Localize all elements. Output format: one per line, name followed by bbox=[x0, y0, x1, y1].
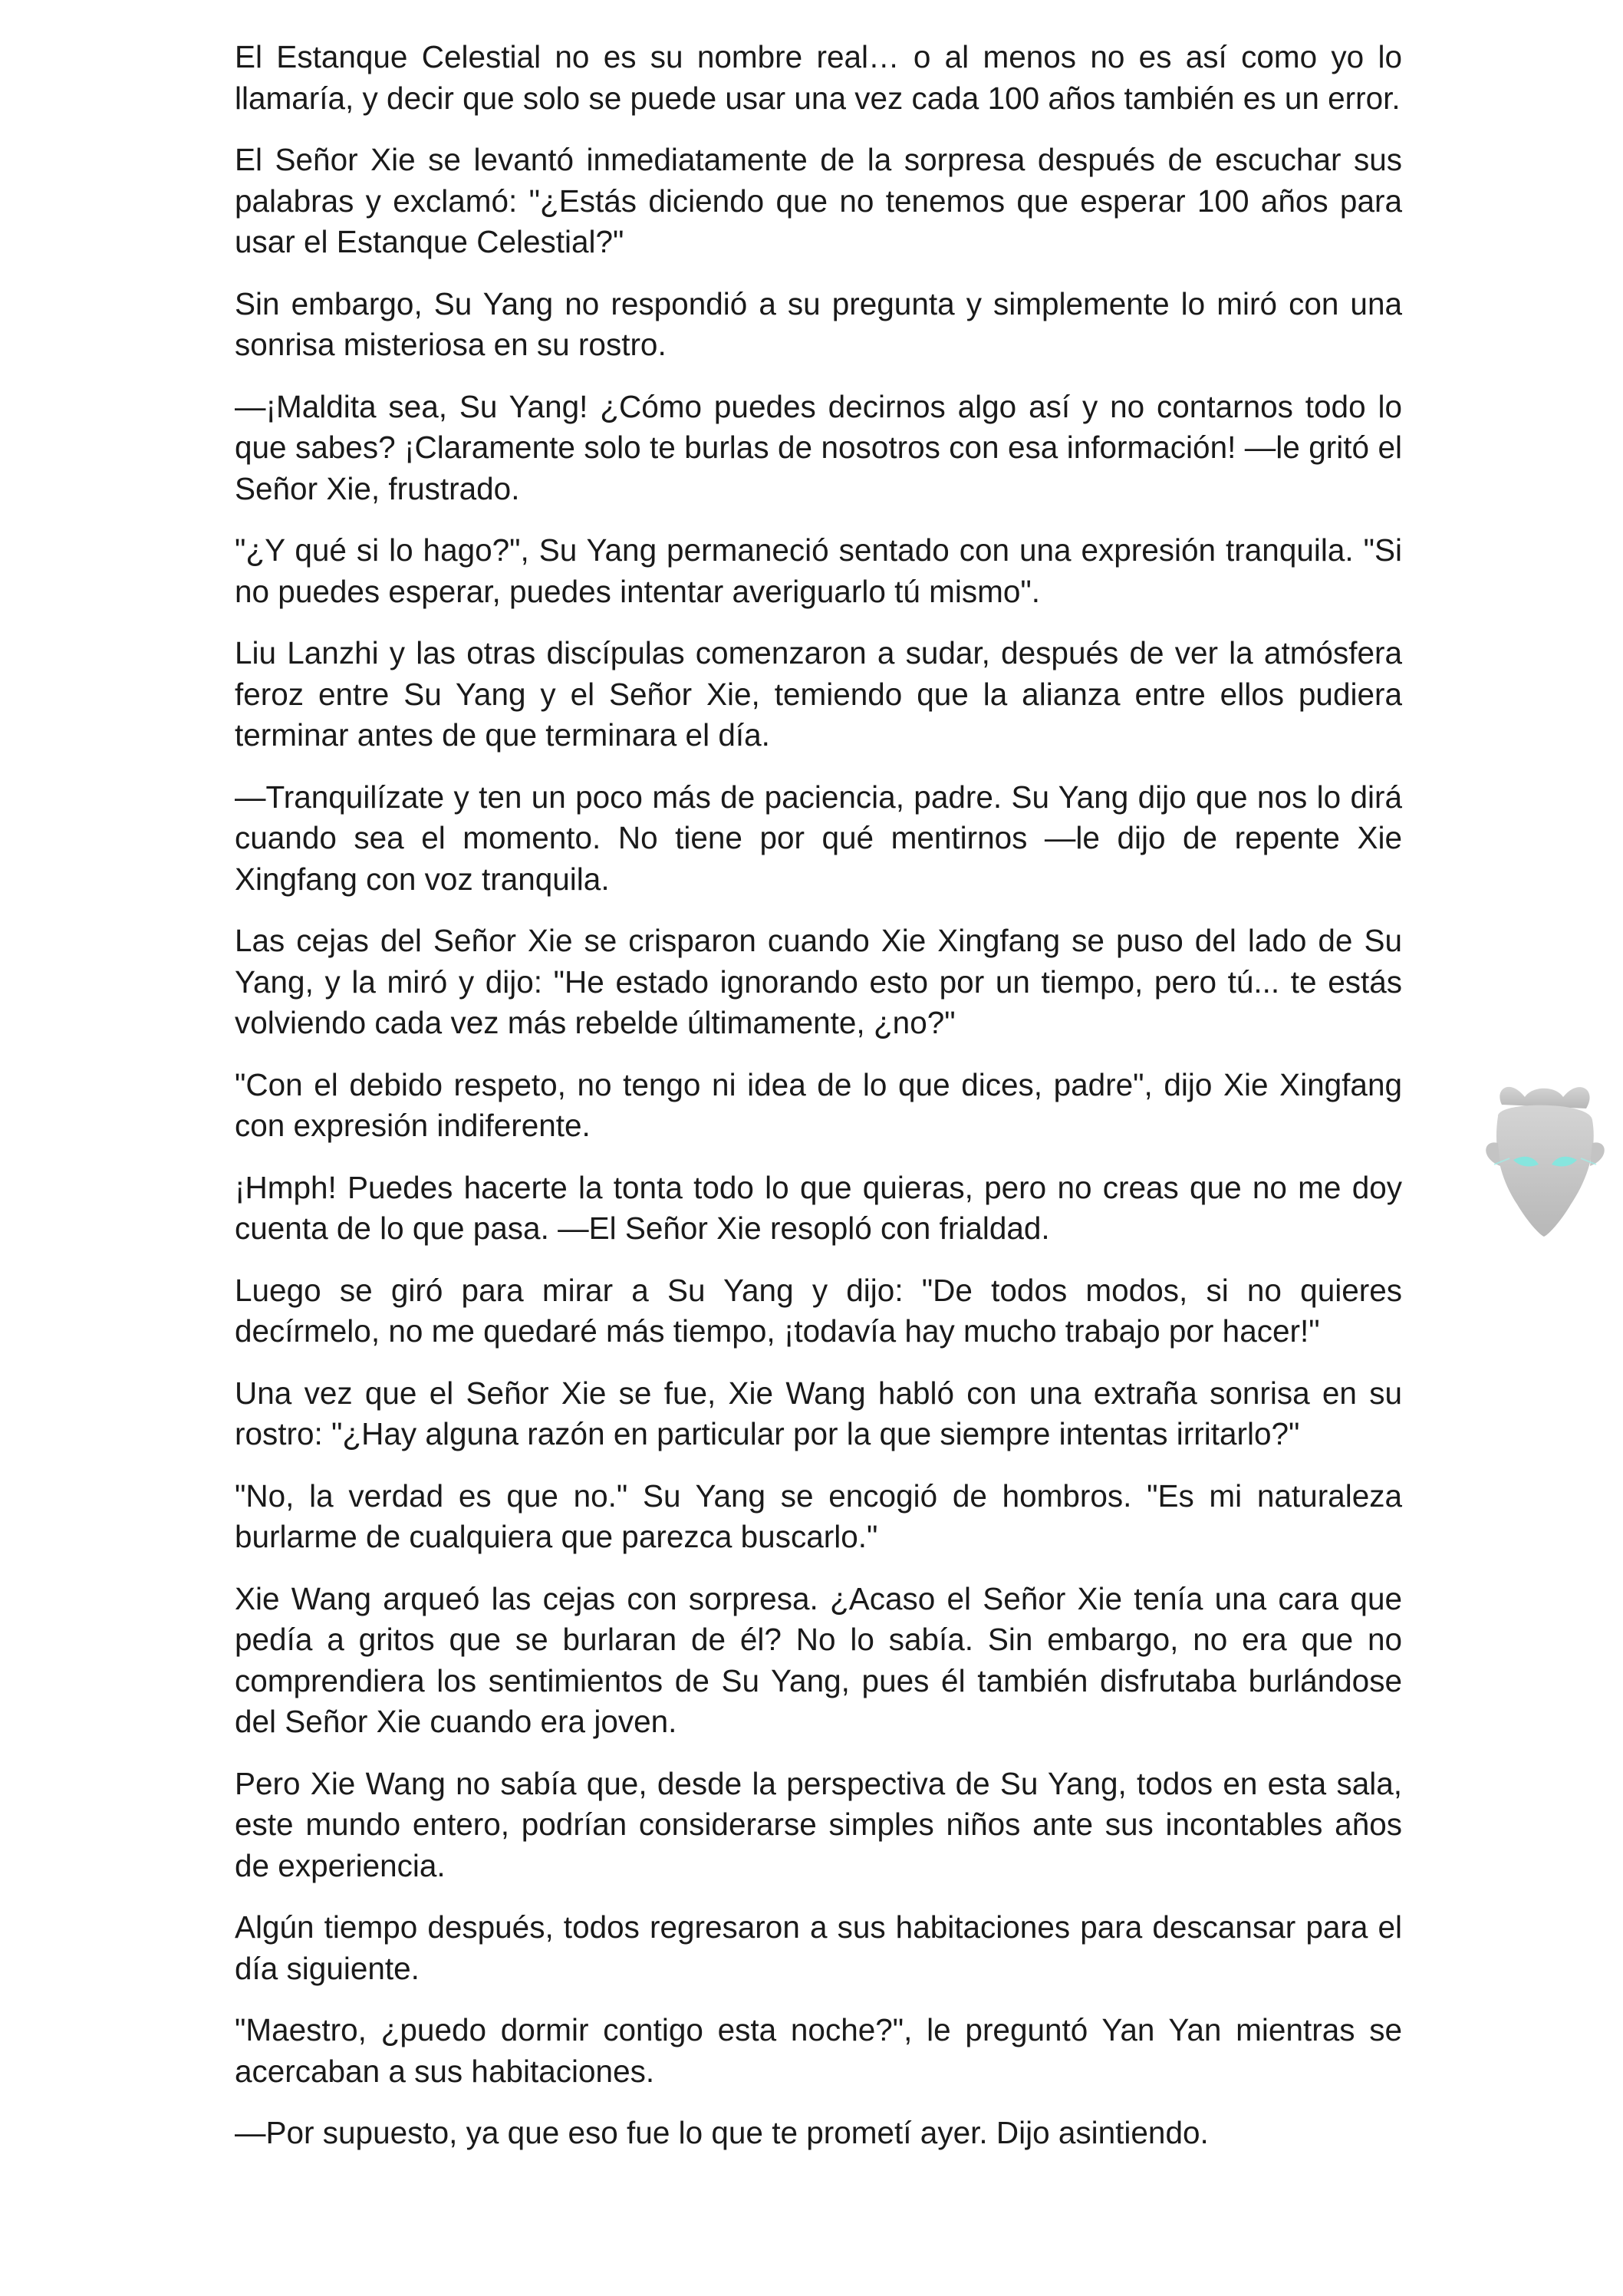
paragraph: Pero Xie Wang no sabía que, desde la perspectiva de Su Yang, todos en esta sala, este mundo entero, podrían considerarse simples niños ante sus incontables años de experiencia. bbox=[235, 1765, 1402, 1883]
paragraph: El Señor Xie se levantó inmediatamente de la sorpresa después de escuchar sus palabras y exclamó: "¿Estás diciendo que no tenemos que esperar 100 años para usar el Estanque Celestial?" bbox=[235, 142, 1402, 259]
demon-head-icon bbox=[1471, 1074, 1617, 1243]
paragraph: —Por supuesto, ya que eso fue lo que te prometí ayer. Dijo asintiendo. bbox=[235, 2115, 1209, 2150]
paragraph: El Estanque Celestial no es su nombre real… o al menos no es así como yo lo llamaría, y decir que solo se puede usar una vez cada 100 años también es un error. bbox=[235, 39, 1402, 116]
paragraph: ¡Hmph! Puedes hacerte la tonta todo lo que quieras, pero no creas que no me doy cuenta de lo que pasa. —El Señor Xie resopló con frialdad. bbox=[235, 1169, 1402, 1246]
paragraph: —Tranquilízate y ten un poco más de paciencia, padre. Su Yang dijo que nos lo dirá cuando sea el momento. No tiene por qué mentirnos —le dijo de repente Xie Xingfang con voz tranquila. bbox=[235, 779, 1402, 897]
paragraph: "No, la verdad es que no." Su Yang se encogió de hombros. "Es mi naturaleza burlarme de cualquiera que parezca buscarlo." bbox=[235, 1477, 1402, 1554]
paragraph: Liu Lanzhi y las otras discípulas comenzaron a sudar, después de ver la atmósfera feroz entre Su Yang y el Señor Xie, temiendo que la alianza entre ellos pudiera terminar antes de que terminara el día. bbox=[235, 635, 1402, 753]
paragraph: Una vez que el Señor Xie se fue, Xie Wang habló con una extraña sonrisa en su rostro: "¿Hay alguna razón en particular por la que siempre intentas irritarlo?" bbox=[235, 1375, 1402, 1451]
paragraph: —¡Maldita sea, Su Yang! ¿Cómo puedes decirnos algo así y no contarnos todo lo que sabes? ¡Claramente solo te burlas de nosotros con esa información! —le gritó el Señor Xie, frustrado. bbox=[235, 388, 1402, 506]
paragraph: Sin embargo, Su Yang no respondió a su pregunta y simplemente lo miró con una sonrisa misteriosa en su rostro. bbox=[235, 285, 1402, 362]
paragraph: "Maestro, ¿puedo dormir contigo esta noche?", le preguntó Yan Yan mientras se acercaban a sus habitaciones. bbox=[235, 2012, 1402, 2089]
document-body bbox=[235, 37, 1402, 2175]
paragraph: "Con el debido respeto, no tengo ni idea de lo que dices, padre", dijo Xie Xingfang con expresión indiferente. bbox=[235, 1066, 1402, 1143]
paragraph: Las cejas del Señor Xie se crisparon cuando Xie Xingfang se puso del lado de Su Yang, y la miró y dijo: "He estado ignorando esto por un tiempo, pero tú... te estás volviendo cada vez más rebelde últimamente, ¿no?" bbox=[235, 923, 1402, 1040]
paragraph: "¿Y qué si lo hago?", Su Yang permaneció sentado con una expresión tranquila. "Si no puedes esperar, puedes intentar averiguarlo tú mismo". bbox=[235, 532, 1402, 609]
paragraph: Xie Wang arqueó las cejas con sorpresa. ¿Acaso el Señor Xie tenía una cara que pedía a gritos que se burlaran de él? No lo sabía. Sin embargo, no era que no comprendiera los sentimientos de Su Yang, pues él también disfrutaba burlándose del Señor Xie cuando era joven. bbox=[235, 1580, 1402, 1739]
paragraph: Algún tiempo después, todos regresaron a sus habitaciones para descansar para el día siguiente. bbox=[235, 1909, 1402, 1986]
paragraph: Luego se giró para mirar a Su Yang y dijo: "De todos modos, si no quieres decírmelo, no me quedaré más tiempo, ¡todavía hay mucho trabajo por hacer!" bbox=[235, 1272, 1402, 1349]
